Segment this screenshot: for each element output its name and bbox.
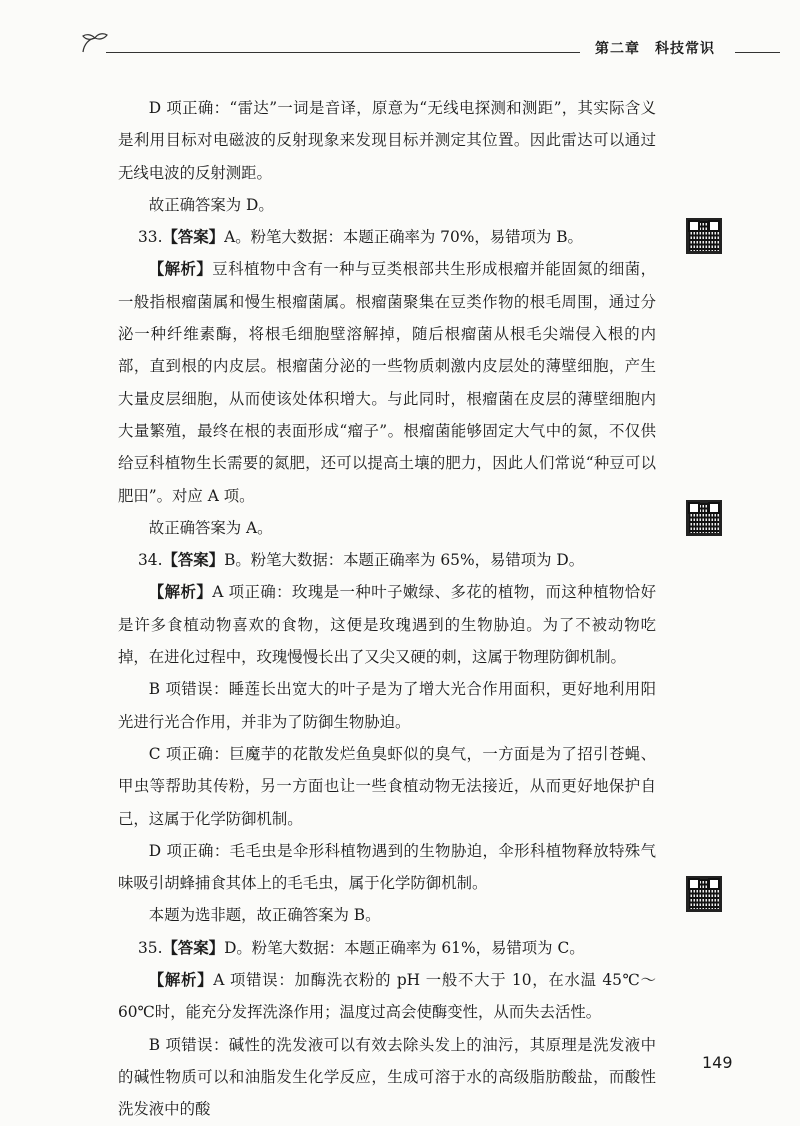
analysis-text: 豆科植物中含有一种与豆类根部共生形成根瘤并能固氮的细菌，一般指根瘤菌属和慢生根瘤菌属。根瘤菌聚集在豆类作物的根毛周围，通过分泌一种纤维素酶，将根毛细胞壁溶解掉，随后根瘤菌从根毛尖端侵入根的内部，直到根的内皮层。根瘤菌分泌的一些物质刺激内皮层处的薄壁细胞，产生大量皮层细胞，从而使该处体积增大。与此同时，根瘤菌在皮层的薄壁细胞内大量繁殖，最终在根的表面形成“瘤子”。根瘤菌能够固定大气中的氮，不仅供给豆科植物生长需要的氮肥，还可以提高土壤的肥力，因此人们常说“种豆可以肥田”。对应 A 项。 (118, 260, 656, 505)
page-content (118, 92, 656, 1126)
header-rule-left (106, 52, 580, 53)
analysis-text: A 项正确：玫瑰是一种叶子嫩绿、多花的植物，而这种植物恰好是许多食植动物喜欢的食物，这便是玫瑰遇到的生物胁迫。为了不被动物吃掉，在进化过程中，玫瑰慢慢长出了又尖又硬的刺，这属于物理防御机制。 (118, 583, 656, 667)
paragraph-text: B 项错误：睡莲长出宽大的叶子是为了增大光合作用面积，更好地利用阳光进行光合作用，并非为了防御生物胁迫。 (118, 680, 656, 731)
answer-text: A。粉笔大数据：本题正确率为 70%，易错项为 B。 (224, 228, 583, 247)
paragraph-text: D 项正确：毛毛虫是伞形科植物遇到的生物胁迫，伞形科植物释放特殊气味吸引胡蜂捕食其体上的毛毛虫，属于化学防御机制。 (118, 841, 656, 893)
paragraph (118, 1029, 656, 1126)
paragraph (118, 189, 656, 221)
analysis-tag: 【解析】 (148, 583, 213, 602)
paragraph (118, 899, 656, 931)
paragraph-text: D 项正确：“雷达”一词是音译，原意为“无线电探测和测距”，其实际含义是利用目标对电磁波的反射现象来发现目标并测定其位置。因此雷达可以通过无线电波的反射测距。 (118, 99, 656, 182)
analysis-34 (118, 576, 656, 673)
answer-35 (118, 932, 656, 964)
analysis-35 (118, 964, 656, 1029)
paragraph (118, 512, 656, 544)
qr-code-icon[interactable] (686, 876, 722, 912)
paragraph-text: 故正确答案为 D。 (148, 195, 274, 214)
analysis-tag: 【解析】 (148, 971, 214, 990)
paragraph (118, 835, 656, 900)
analysis-tag: 【解析】 (148, 260, 213, 279)
page-number: 149 (702, 1053, 733, 1072)
paragraph-text: 本题为选非题，故正确答案为 B。 (148, 906, 381, 925)
answer-tag: 【答案】 (162, 938, 225, 957)
paragraph (118, 92, 656, 189)
paragraph-text: C 项正确：巨魔芋的花散发烂鱼臭虾似的臭气，一方面是为了招引苍蝇、甲虫等帮助其传粉，另一方面也让一些食植动物无法接近，从而更好地保护自己，这属于化学防御机制。 (118, 744, 656, 828)
answer-34 (118, 544, 656, 576)
page-header (80, 32, 782, 62)
paragraph (118, 738, 656, 835)
paragraph-text: B 项错误：碱性的洗发液可以有效去除头发上的油污，其原理是洗发液中的碱性物质可以和油脂发生化学反应，生成可溶于水的高级脂肪酸盐，而酸性洗发液中的酸 (118, 1035, 656, 1119)
answer-text: D。粉笔大数据：本题正确率为 61%，易错项为 C。 (224, 938, 585, 957)
analysis-text: A 项错误：加酶洗衣粉的 pH 一般不大于 10，在水温 45℃～60℃时，能充分发挥洗涤作用；温度过高会使酶变性，从而失去活性。 (118, 971, 656, 1022)
qr-code-icon[interactable] (686, 218, 722, 254)
paragraph-text: 故正确答案为 A。 (148, 518, 273, 537)
leaf-icon (80, 32, 110, 54)
question-number: 34. (138, 551, 163, 570)
analysis-33 (118, 253, 656, 511)
question-number: 35. (138, 938, 163, 957)
header-rule-right (735, 52, 780, 53)
qr-code-icon[interactable] (686, 500, 722, 536)
paragraph (118, 673, 656, 738)
question-number: 33. (138, 228, 163, 247)
answer-33 (118, 221, 656, 253)
answer-text: B。粉笔大数据：本题正确率为 65%，易错项为 D。 (224, 551, 585, 570)
chapter-title: 第二章 科技常识 (595, 41, 715, 57)
answer-tag: 【答案】 (162, 551, 225, 570)
answer-tag: 【答案】 (162, 228, 225, 247)
